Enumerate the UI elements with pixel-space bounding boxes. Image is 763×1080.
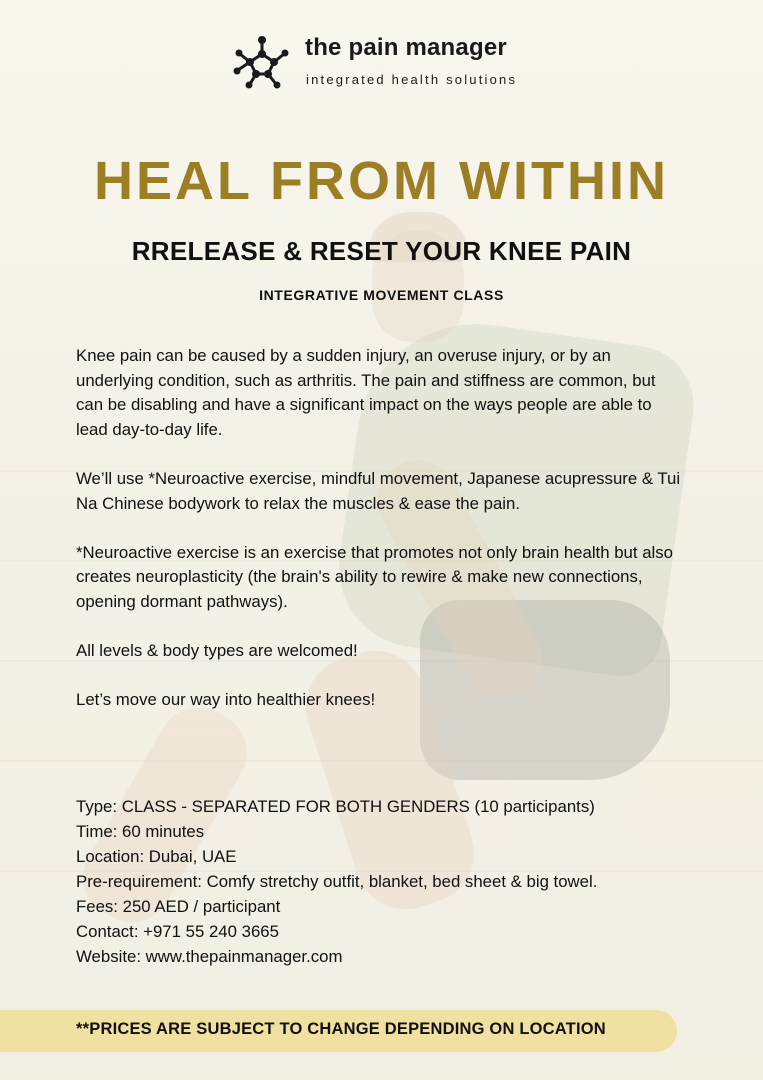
detail-type: Type: CLASS - SEPARATED FOR BOTH GENDERS (10 participants): [76, 797, 595, 816]
paragraph-welcome: All levels & body types are welcomed!: [76, 641, 358, 661]
brand-logo: [232, 32, 532, 94]
headline: HEAL FROM WITHIN: [94, 151, 669, 211]
brand-tagline: integrated health solutions: [306, 72, 518, 87]
brand-name: the pain manager: [305, 34, 507, 61]
price-notice-text: **PRICES ARE SUBJECT TO CHANGE DEPENDING ON LOCATION: [76, 1020, 606, 1038]
description: [76, 344, 686, 738]
class-type-label: INTEGRATIVE MOVEMENT CLASS: [259, 287, 504, 303]
class-details: [76, 794, 716, 969]
subheadline: RRELEASE & RESET YOUR KNEE PAIN: [131, 236, 632, 266]
detail-location: Location: Dubai, UAE: [76, 847, 237, 866]
detail-contact: Contact: +971 55 240 3665: [76, 922, 279, 941]
paragraph-neuroactive: *Neuroactive exercise is an exercise that promotes not only brain health but also creates neuroplasticity (the brain's ability to rewire & make new connections, opening dormant pathways).: [76, 542, 673, 611]
price-notice-banner: [0, 1010, 677, 1052]
paragraph-intro: Knee pain can be caused by a sudden injury, an overuse injury, or by an underlying condition, such as arthritis. The pain and stiffness are common, but can be disabling and have a significant impact on the ways people are able to lead day-to-day life.: [76, 346, 656, 439]
paragraph-method: We’ll use *Neuroactive exercise, mindful movement, Japanese acupressure & Tui Na Chinese bodywork to relax the muscles & ease the pain.: [76, 468, 681, 513]
detail-time: Time: 60 minutes: [76, 822, 205, 841]
detail-fees: Fees: 250 AED / participant: [76, 897, 281, 916]
detail-prerequirement: Pre-requirement: Comfy stretchy outfit, blanket, bed sheet & big towel.: [76, 872, 598, 891]
detail-website: Website: www.thepainmanager.com: [76, 947, 343, 966]
paragraph-cta: Let’s move our way into healthier knees!: [76, 690, 376, 710]
molecule-network-icon: [232, 32, 292, 92]
